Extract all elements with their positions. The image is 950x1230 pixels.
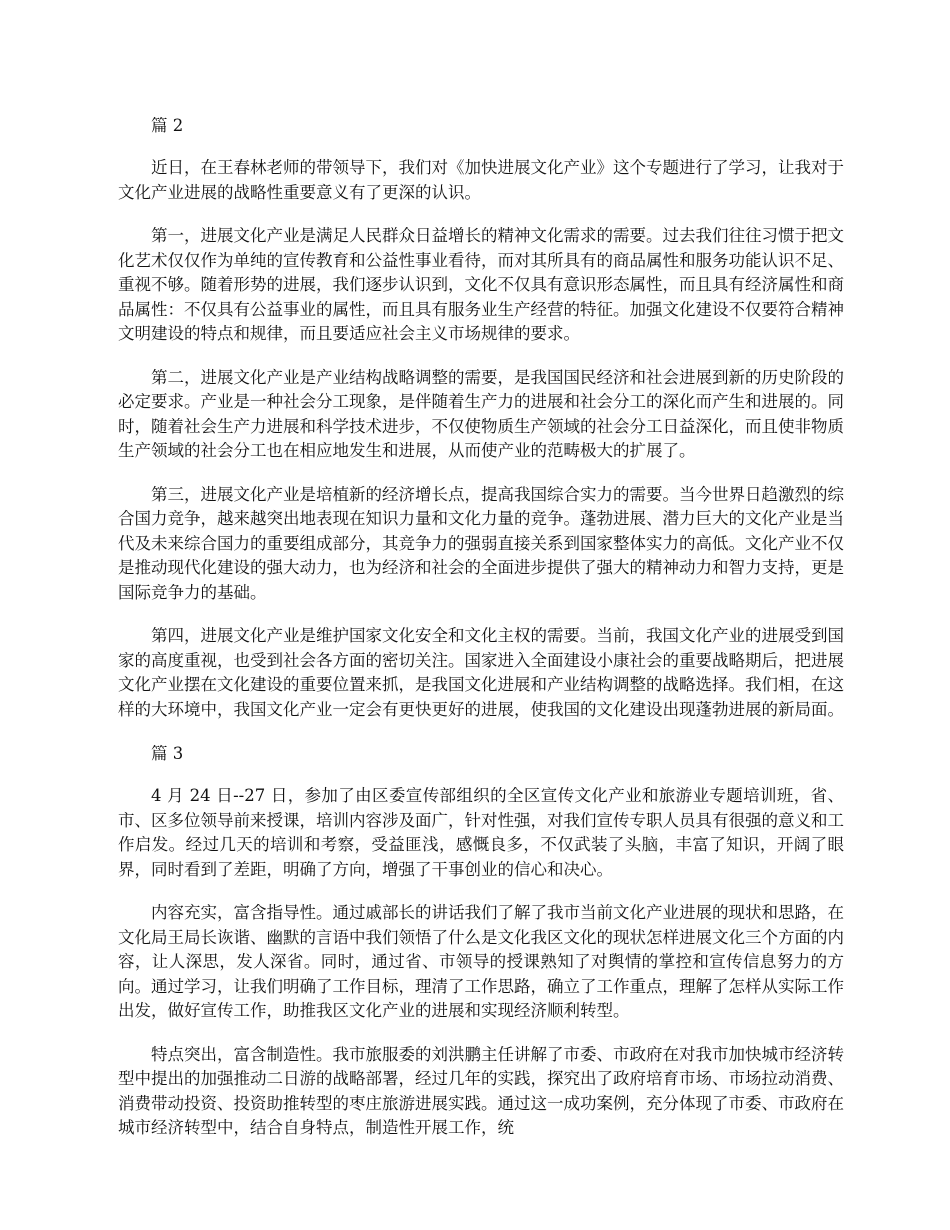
- paragraph: 第四，进展文化产业是维护国家文化安全和文化主权的需要。当前，我国文化产业的进展受到国家的高度重视，也受到社会各方面的密切关注。国家进入全面建设小康社会的重要战略期后，把进展文化产业摆在文化建设的重要位置来抓，是我国文化进展和产业结构调整的战略选择。我们相，在这样的大环境中，我国文化产业一定会有更快更好的进展，使我国的文化建设出现蓬勃进展的新局面。: [118, 626, 844, 719]
- paragraph: 4 月 24 日--27 日，参加了由区委宣传部组织的全区宣传文化产业和旅游业专题培训班，省、市、区多位领导前来授课，培训内容涉及面广，针对性强，对我们宣传专职人员具有很强的意义和工作启发。经过几天的培训和考察，受益匪浅，感慨良多，不仅武装了头脑，丰富了知识，开阔了眼界，同时看到了差距，明确了方向，增强了干事创业的信心和决心。: [118, 786, 844, 879]
- paragraph: 特点突出，富含制造性。我市旅服委的刘洪鹏主任讲解了市委、市政府在对我市加快城市经济转型中提出的加强推动二日游的战略部署，经过几年的实践，探究出了政府培育市场、市场拉动消费、消费带动投资、投资助推转型的枣庄旅游进展实践。通过这一成功案例，充分体现了市委、市政府在城市经济转型中，结合自身特点，制造性开展工作，统: [118, 1044, 844, 1137]
- section-heading: 篇 2: [151, 116, 184, 135]
- paragraph: 第二，进展文化产业是产业结构战略调整的需要，是我国国民经济和社会进展到新的历史阶段的必定要求。产业是一种社会分工现象，是伴随着生产力的进展和社会分工的深化而产生和进展的。同时，随着社会生产力进展和科学技术进步，不仅使物质生产领域的社会分工日益深化，而且使非物质生产领域的社会分工也在相应地发生和进展，从而使产业的范畴极大的扩展了。: [118, 367, 844, 460]
- section-heading: 篇 3: [151, 744, 184, 763]
- paragraph: 内容充实，富含指导性。通过戚部长的讲话我们了解了我市当前文化产业进展的现状和思路，在文化局王局长诙谐、幽默的言语中我们领悟了什么是文化我区文化的现状怎样进展文化三个方面的内容，让人深思，发人深省。同时，通过省、市领导的授课熟知了对舆情的掌控和宣传信息努力的方向。通过学习，让我们明确了工作目标，理清了工作思路，确立了工作重点，理解了怎样从实际工作出发，做好宣传工作，助推我区文化产业的进展和实现经济顺利转型。: [118, 903, 844, 1020]
- paragraph: 近日，在王春林老师的带领导下，我们对《加快进展文化产业》这个专题进行了学习，让我对于文化产业进展的战略性重要意义有了更深的认识。: [118, 158, 844, 202]
- section-2: [118, 113, 844, 722]
- section-3: [118, 741, 844, 1141]
- paragraph: 第三，进展文化产业是培植新的经济增长点，提高我国综合实力的需要。当今世界日趋激烈的综合国力竞争，越来越突出地表现在知识力量和文化力量的竞争。蓬勃进展、潜力巨大的文化产业是当代及未来综合国力的重要组成部分，其竞争力的强弱直接关系到国家整体实力的高低。文化产业不仅是推动现代化建设的强大动力，也为经济和社会的全面进步提供了强大的精神动力和智力支持，更是国际竞争力的基础。: [118, 484, 844, 602]
- paragraph: 第一，进展文化产业是满足人民群众日益增长的精神文化需求的需要。过去我们往往习惯于把文化艺术仅仅作为单纯的宣传教育和公益性事业看待，而对其所具有的商品属性和服务功能认识不足、重视不够。随着形势的进展，我们逐步认识到，文化不仅具有意识形态属性，而且具有经济属性和商品属性：不仅具有公益事业的属性，而且具有服务业生产经营的特征。加强文化建设不仅要符合精神文明建设的特点和规律，而且要适应社会主义市场规律的要求。: [118, 226, 844, 343]
- document-page: [118, 113, 844, 1160]
